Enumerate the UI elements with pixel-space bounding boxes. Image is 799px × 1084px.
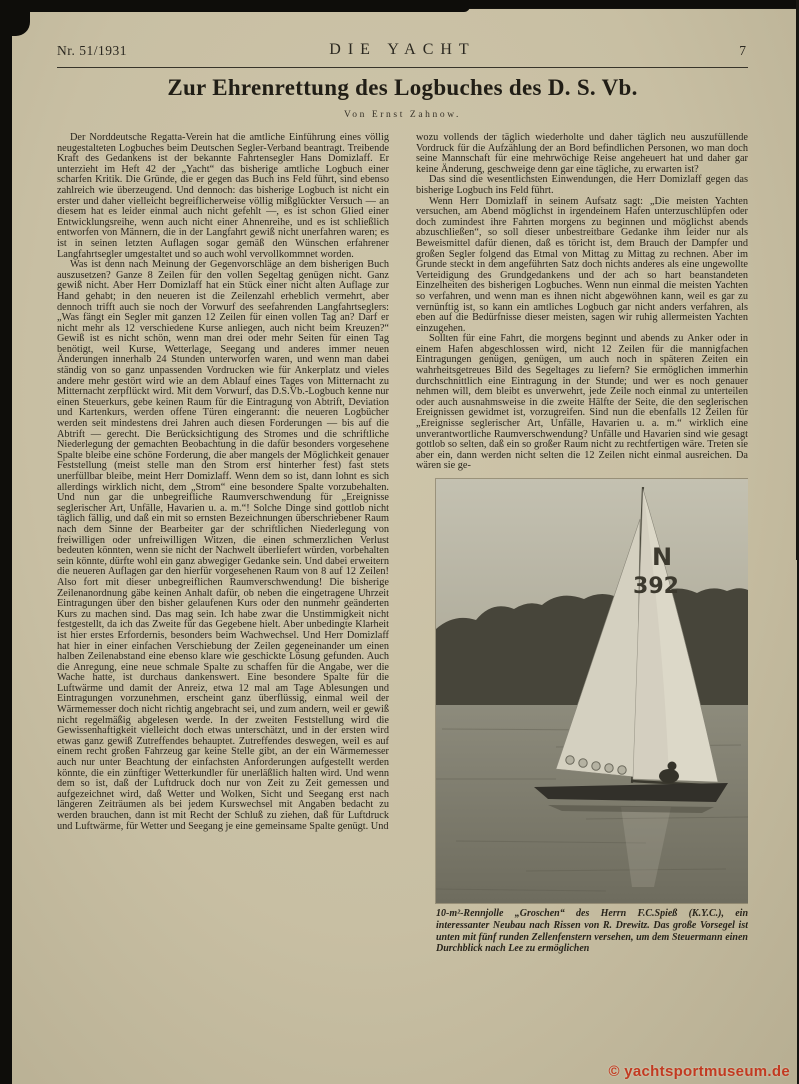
page-number: 7 — [739, 43, 746, 58]
right-column — [416, 133, 748, 1081]
paragraph: Der Norddeutsche Regatta-Verein hat die amtliche Einführung eines völlig neugestalteten Logbuches beim Deutschen Segler-Verband beantragt. Treibende Kraft des Gedankens ist der bekannte Fahrtensegler Hans Domizlaff. Er unterzieht im Heft 42 der „Yacht“ das bisherige amtliche Logbuch einer scharfen Kritik. Die Gründe, die er gegen das Buch ins Feld führt, sind ebenso zahlreich wie überzeugend. Und dennoch: das bisherige Logbuch ist nicht ein erster und daher vielleicht begreiflicherweise völlig mißglückter Versuch — an diesem hat es leider einmal auch nicht gefehlt —, es ist schon Glied einer Entwicklungsreihe, wenn auch nicht einer Ahnenreihe, und es ist schließlich entworfen von Männern, die in der Langfahrt gewiß nicht unerfahren waren; es ist in seinen letzten Auflagen sogar gemäß den Wünschen erfahrener Langfahrtsegler umgestaltet und so auch wohl vervollkommnet worden. — [57, 133, 389, 260]
paragraph: wozu vollends der täglich wiederholte und daher täglich neu auszufüllende Vordruck für die Aufzählung der an Bord befindlichen Personen, wo man doch seine Mannschaft für eine mehrwöchige Reise angeheuert hat und daher gar keine Änderung, geschweige denn gar eine tägliche, zu erwarten ist? — [416, 133, 748, 175]
issue-number: Nr. 51/1931 — [57, 43, 128, 58]
scan-edge-top-left — [0, 0, 470, 12]
sailboat-photo-image — [436, 479, 748, 903]
scan-edge-left — [0, 0, 12, 1084]
paragraph: Sollten für eine Fahrt, die morgens beginnt und abends zu Anker oder in einem Hafen abgeschlossen wird, nicht 12 Zeilen für die mannigfachen Eintragungen genügen, genügen, um auch noch in späteren Zeiten ein wahrheitsgetreues Bild des Segeltages zu liefern? Sie ermöglichen immerhin durchschnittlich eine Eintragung in der Stunde; und wer es noch genauer nehmen will, dem bleibt es unverwehrt, jede Zeile noch einmal zu unterteilen oder auch ausnahmsweise in die zweite Hälfte der Seite, die den seglerischen Ereignissen gewidmet ist, vorzugreifen. Sind nun die ebenfalls 12 Zeilen für „Ereignisse seglerischer Art, Unfälle, Havarien u. a. m.“ wirklich eine unverantwortliche Raumverschwendung? Unfälle und Havarien sind wie gesagt gottlob so selten, daß ein so großer Raum nicht zu rechtfertigen wäre. Treten sie aber ein, dann werden nicht selten die 12 Zeilen nicht einmal ausreichen. Da wären sie ge- — [416, 333, 748, 472]
sailboat-photo — [436, 479, 748, 955]
header-rule — [57, 67, 748, 68]
article-byline: Von Ernst Zahnow. — [343, 110, 462, 120]
watermark: © yachtsportmuseum.de — [608, 1063, 790, 1080]
helmsman-body — [659, 769, 679, 783]
paragraph: Wenn Herr Domizlaff in seinem Aufsatz sagt: „Die meisten Yachten versuchen, am Abend möglichst in irgendeinem Hafen unterzuschlüpfen oder doch zumindest ihre Fahrten morgens zu beginnen und möglichst abends abzuschließen“, so soll dieser unbestreitbare Gedanke ihm leider nur als Beweismittel dafür dienen, daß es töricht ist, dem Brauch der Dampfer und großen Segler folgend das Etmal von Mittag zu Mittag zu rechnen. Aber im Grunde steckt in dem angeführten Satz doch nichts anderes als eine ungewollte Verteidigung des Grundgedankens und der ach so hart beanstandeten Einzelheiten des bisherigen Logbuches. Wenn nun einmal die meisten Yachten so verfahren, und wenn man es ihnen nicht abgewöhnen kann, weil es gar zu vernünftig ist, so kann ein amtliches Logbuch gar nicht anders verfahren, als eben auf die Bedürfnisse dieser meisten, sagen wir ruhig allermeisten Yachten einzugehen. — [416, 195, 748, 334]
article-columns — [57, 133, 748, 1081]
masthead-title: DIE YACHT — [329, 41, 476, 58]
photo-caption: 10-m²-Rennjolle „Groschen“ des Herrn F.C.Spieß (K.Y.C.), ein interessanter Neubau nach Rissen von R. Drewitz. Das große Vorsegel ist unten mit fünf runden Zellenfenstern versehen, um dem Steuermann einen Durchblick nach Lee zu ermöglichen — [436, 908, 748, 955]
article-title: Zur Ehrenrettung des Logbuches des D. S. Vb. — [167, 75, 638, 100]
sail-letter: N — [651, 543, 673, 571]
scan-corner-top-left — [0, 0, 30, 36]
paragraph: Das sind die wesentlichsten Einwendungen, die Herr Domizlaff gegen das bisherige Logbuch ins Feld führt. — [416, 174, 748, 196]
paragraph: Was ist denn nach Meinung der Gegenvorschläge an dem bisherigen Buch auszusetzen? Ganze 8 Zeilen für den vollen Segeltag genügen nicht. Ganz gewiß nicht. Aber Herr Domizlaff hat ein Stück einer nicht alten Auflage zur Hand gehabt; in den neueren ist die Zeilenzahl erheblich vermehrt, aber dennoch trifft auch sie noch der Vorwurf des seefahrenden Langfahrtseglers: „Was fängt ein Segler mit ganzen 12 Zeilen für einen vollen Tag an? Darf er nicht mehr als 12 verschiedene Kurse anliegen, auch nicht beim Kreuzen?“ Gewiß ist es nicht schön, wenn man drei oder mehr Seiten für einen Tag benötigt, weil Kurse, Wetterlage, Seegang und anderes immer neuen Änderungen innerhalb 24 Stunden unterworfen waren, und wenn man dabei ständig von so ganz unpassenden Vordrucken wie für Ankerplatz und vieles andere mehr gestört wird wie an dem Ablauf eines Tages von Mitternacht zu Mitternacht zerpflückt wird. Mit dem Vorwurf, das D.S.Vb.-Logbuch kenne nur einen Steuerkurs, gebe keinen Raum für die Eintragung von Abtrift, Deviation und Kartenkurs, werden offene Türen eingerannt: die neueren Logbücher werden seit mindestens drei Jahren auch diesen Forderungen — bis auf die Abtrift — gerecht. Die Berücksichtigung des Stromes und die schriftliche Niederlegung der gemachten Beobachtung in die dafür besonders vorgesehene Spalte bleibe eine schöne Forderung, die aber mangels der Möglichkeit genauer Feststellung (meist stelle man den Strom erst hinterher fest) fast stets unerfüllbar bleibe, meint Herr Domizlaff. Wenn dem so ist, dann lohnt es sich allerdings wirklich nicht, dem „Strom“ eine besondere Spalte vorzubehalten. Und nun gar die unbegreifliche Raumverschwendung für „Ereignisse seglerischer Art, Unfälle, Havarien u. a. m.“! Solche Dinge sind gottlob nicht täglich fällig, und daß ein mit so ernsten Bezeichnungen überschriebener Raum nach dem Sinne der Bearbeiter gar der schriftlichen Niederlegung von freiwilligen oder unfreiwilligen Witzen, die einen schmerzlichen Verlust bedeuten könnten, wenn sie nicht der Nachwelt überliefert würden, vorbehalten sein könnte, dürfte wohl ein ganz abwegiger Gedanke sein. Und dabei erweitern die neueren Auflagen gar den hierfür vorgesehenen Raum von 8 auf 12 Zeilen! Also fort mit dieser unbegreiflichen Raumverschwendung! Die bisherige Zeilenanordnung gäbe keinen Anhalt dafür, ob neben die eingetragene Uhrzeit Eintragungen über den bisher gelaufenen Kurs oder den nunmehr geänderten Kurs zu machen sind. Das mag sein. Ich habe zwar die Unstimmigkeit nicht festgestellt, da ich das Zweite für das Gegebene hielt. Aber unbedingte Klarheit ist hier erstes Erfordernis, besonders beim Wachwechsel. Und Herr Domizlaff hat hier in einer einfachen Verschiebung der Zeilen gegeneinander um einen halben Zeilenabstand eine ebenso klare wie geschickte Lösung gefunden. Auch die Anregung, eine neue schmale Spalte zu schaffen für die Angabe, wer die Wache hatte, ist durchaus dankenswert. Eine besondere Spalte für die Luftwärme und damit der Anreiz, etwa 12 mal am Tage Ablesungen und Eintragungen vorzunehmen, erscheint ganz überflüssig, einmal weil der Wärmemesser doch nicht richtig angebracht sei, und zum andern, weil er gewiß nicht regelmäßig abgelesen werde. In der zweiten Feststellung wird die Gewissenhaftigkeit vielleicht doch etwas unterschätzt, und in der ersten wird etwas ganz gewiß Zutreffendes behauptet. Zutreffendes deswegen, weil es auf einem recht großen Fahrzeug gar keine Stelle gibt, an der ein Wärmemesser auch nur unter Beachtung der einfachsten Anforderungen aufgestellt werden könnte, die ein zünftiger Wetterkundler für unerläßlich halten wird. Und wenn dem so ist, daß der Luftdruck doch nur von Zeit zu Zeit gemessen und aufgezeichnet wird, daß Wetter und Wolken, Sicht und Seegang erst nach längeren Zeiträumen als bei jedem Kurswechsel mit Angaben bedacht zu werden brauchen, dann ist mit Recht der Schluß zu ziehen, daß für Luftdruck und Luftwärme, für Wetter und Seegang je eine gemeinsame Spalte genügt. Und — [57, 259, 389, 832]
left-column — [57, 133, 389, 1081]
sail-number: 392 — [633, 574, 679, 599]
page-paper — [12, 9, 797, 1084]
